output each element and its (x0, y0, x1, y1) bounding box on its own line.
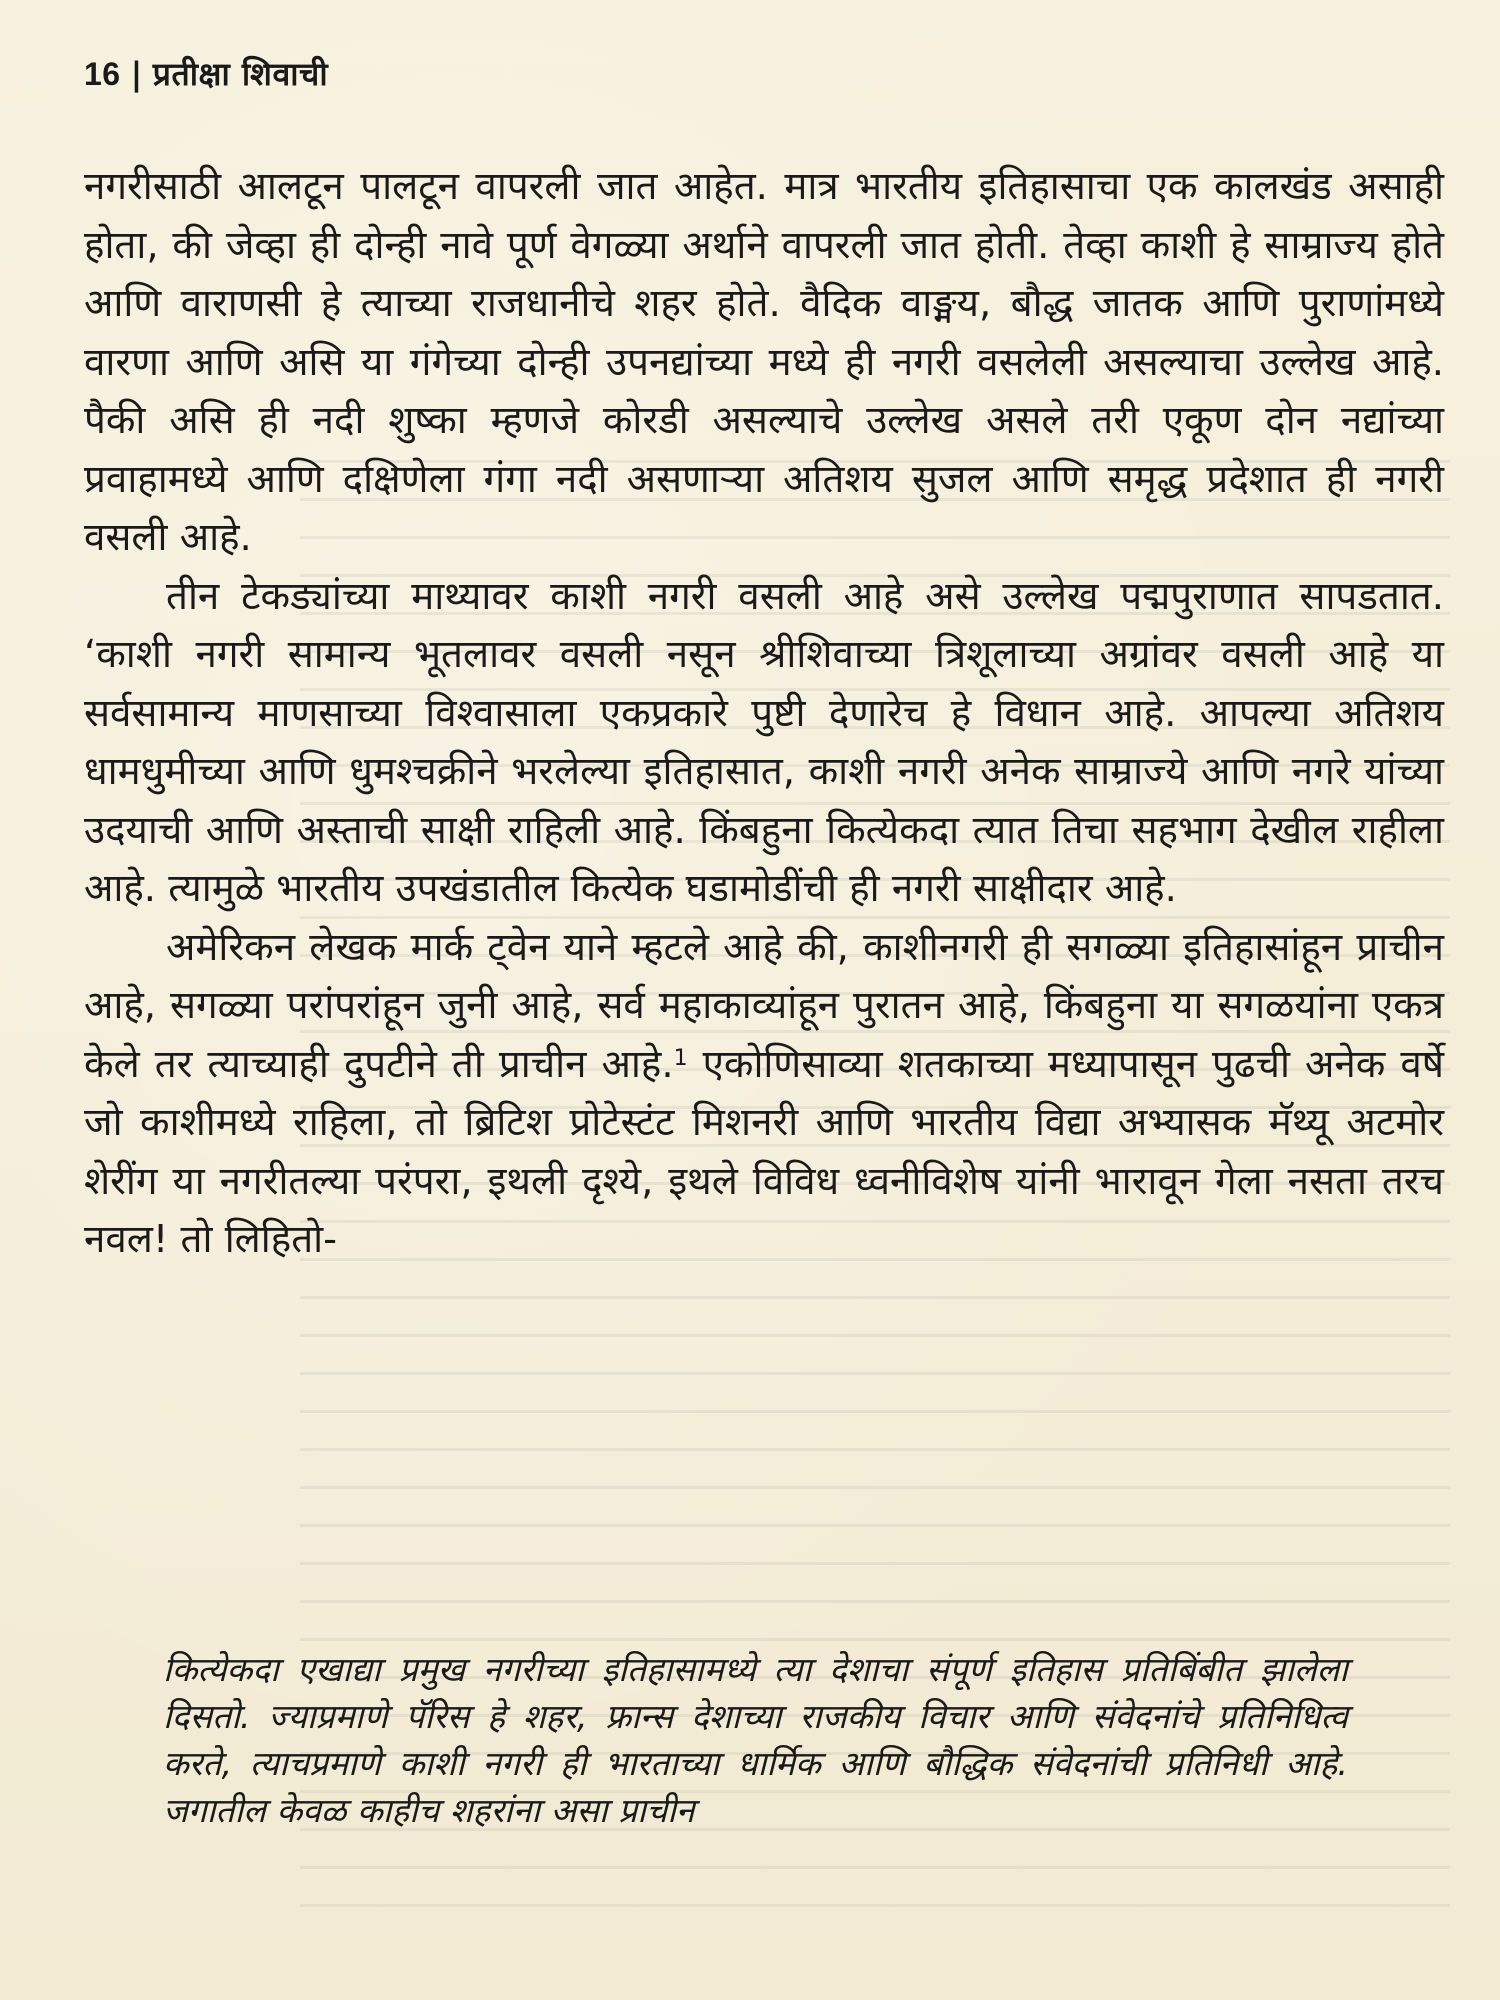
page-number: 16 (84, 56, 121, 92)
paragraph-1: नगरीसाठी आलटून पालटून वापरली जात आहेत. मात्र भारतीय इतिहासाचा एक कालखंड असाही होता, की जेव्हा ही दोन्ही नावे पूर्ण वेगळ्या अर्थाने वापरली जात होती. तेव्हा काशी हे साम्राज्य होते आणि वाराणसी हे त्याच्या राजधानीचे शहर होते. वैदिक वाङ्मय, बौद्ध जातक आणि पुराणांमध्ये वारणा आणि असि या गंगेच्या दोन्ही उपनद्यांच्या मध्ये ही नगरी वसलेली असल्याचा उल्लेख आहे. पैकी असि ही नदी शुष्का म्हणजे कोरडी असल्याचे उल्लेख असले तरी एकूण दोन नद्यांच्या प्रवाहामध्ये आणि दक्षिणेला गंगा नदी असणाऱ्या अतिशय सुजल आणि समृद्ध प्रदेशात ही नगरी वसली आहे. (84, 164, 1444, 560)
paragraph-2: तीन टेकड्यांच्या माथ्यावर काशी नगरी वसली आहे असे उल्लेख पद्मपुराणात सापडतात. ‘काशी नगरी सामान्य भूतलावर वसली नसून श्रीशिवाच्या त्रिशूलाच्या अग्रांवर वसली आहे या सर्वसामान्य माणसाच्या विश्वासाला एकप्रकारे पुष्टी देणारेच हे विधान आहे. आपल्या अतिशय धामधुमीच्या आणि धुमश्चक्रीने भरलेल्या इतिहासात, काशी नगरी अनेक साम्राज्ये आणि नगरे यांच्या उदयाची आणि अस्ताची साक्षी राहिली आहे. किंबहुना कित्येकदा त्यात तिचा सहभाग देखील राहीला आहे. त्यामुळे भारतीय उपखंडातील कित्येक घडामोडींची ही नगरी साक्षीदार आहे. (84, 573, 1444, 911)
paragraph-3-text: अमेरिकन लेखक मार्क ट्वेन याने म्हटले आहे की, काशीनगरी ही सगळ्या इतिहासांहून प्राचीन आहे, सगळ्या परांपरांहून जुनी आहे, सर्व महाकाव्यांहून पुरातन आहे, किंबहुना या सगळयांना एकत्र केले तर त्याच्याही दुपटीने ती प्राचीन आहे. (84, 924, 1444, 1087)
paragraph-3 (84, 919, 1444, 1270)
body-text (84, 158, 1444, 1270)
book-title: प्रतीक्षा शिवाची (152, 55, 329, 93)
footnote-marker: 1 (673, 1045, 688, 1071)
header-separator: | (130, 55, 143, 93)
block-quote: कित्येकदा एखाद्या प्रमुख नगरीच्या इतिहासामध्ये त्या देशाचा संपूर्ण इतिहास प्रतिबिंबीत झालेला दिसतो. ज्याप्रमाणे पॅरिस हे शहर, फ्रान्स देशाच्या राजकीय विचार आणि संवेदनांचे प्रतिनिधित्व करते, त्याचप्रमाणे काशी नगरी ही भारताच्या धार्मिक आणि बौद्धिक संवेदनांची प्रतिनिधी आहे. जगातील केवळ काहीच शहरांना असा प्राचीन (163, 1650, 1348, 1830)
paragraph-3-continuation: एकोणिसाव्या शतकाच्या मध्यापासून पुढची अनेक वर्षे जो काशीमध्ये राहिला, तो ब्रिटिश प्रोटेस्टंट मिशनरी आणि भारतीय विद्या अभ्यासक मॅथ्यू अटमोर शेरींग या नगरीतल्या परंपरा, इथली दृश्ये, इथले विविध ध्वनीविशेष यांनी भारावून गेला नसता तरच नवल! तो लिहितो- (84, 1041, 1445, 1262)
running-header (84, 52, 328, 95)
